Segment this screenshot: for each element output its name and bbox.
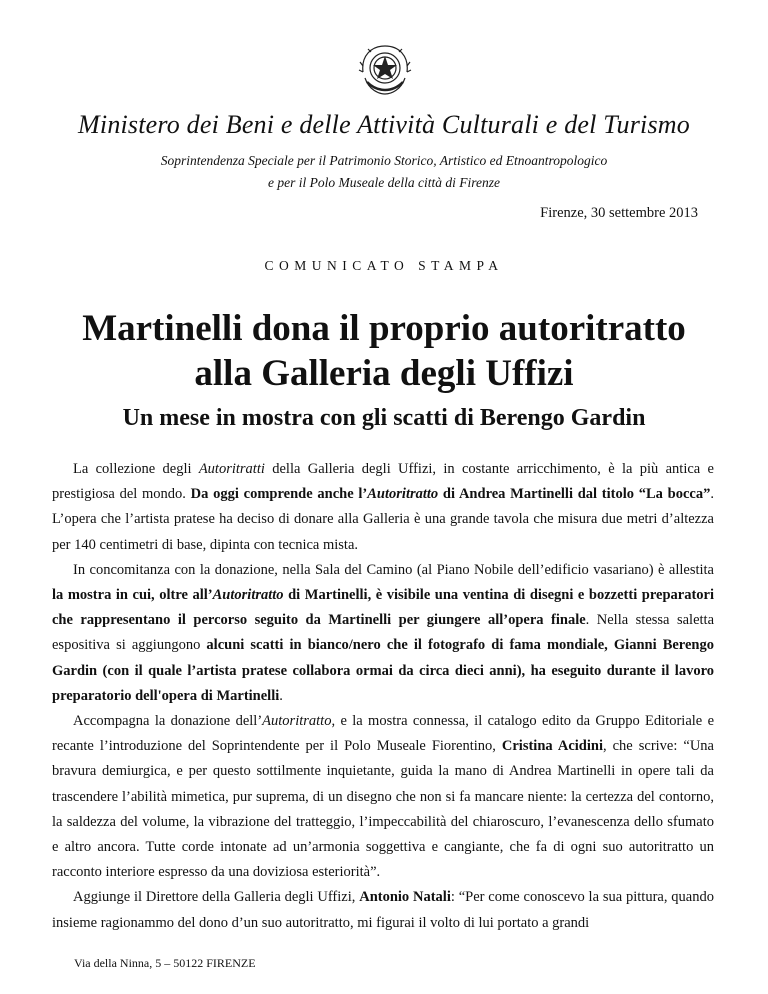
paragraph-4: Aggiunge il Direttore della Galleria degli Uffizi, Antonio Natali: “Per come conoscevo la sua pittura, quando insieme ragionammo del dono d’un suo autoritratto, mi figurai il volto di lui portato a grandi [52, 889, 714, 931]
paragraph-2: In concomitanza con la donazione, nella Sala del Camino (al Piano Nobile dell’edificio vasariano) è allestita la mostra in cui, oltre all’Autoritratto di Martinelli, è visibile una ventina di disegni e bozzetti preparatori che rappresentano il percorso seguito da Martinelli per giungere all’opera finale. Nella stessa saletta espositiva si aggiungono alcuni scatti in bianco/nero che il fotografo di fama mondiale, Gianni Berengo Gardin (con il quale l’artista pratese collabora ormai da circa dieci anni), ha eseguito durante il lavoro preparatorio dell'opera di Martinelli. [52, 561, 715, 704]
headline [0, 306, 768, 396]
paragraph-1: La collezione degli Autoritratti della Galleria degli Uffizi, in costante arricchimento, è la più antica e prestigiosa del mondo. Da oggi comprende anche l’Autoritratto di Andrea Martinelli dal titolo “La bocca”. L’opera che l’artista pratese ha deciso di donare alla Galleria è una grande tavola che misura due metri d’altezza per 140 centimetri di base, dipinta con tecnica mista. [52, 461, 714, 553]
polo-museale-line: e per il Polo Museale della città di Firenze [268, 175, 500, 190]
soprintendenza-line: Soprintendenza Speciale per il Patrimonio Storico, Artistico ed Etnoantropologico [160, 153, 608, 168]
document-label: COMUNICATO STAMPA [264, 258, 504, 273]
article-body [52, 457, 714, 936]
subheadline: Un mese in mostra con gli scatti di Berengo Gardin [122, 405, 646, 431]
paragraph-3: Accompagna la donazione dell’Autoritratto, e la mostra connessa, il catalogo edito da Gruppo Editoriale e recante l’introduzione del Soprintendente per il Polo Museale Fiorentino, Cristina Acidini, che scrive: “Una bravura demiurgica, e per questo sottilmente inquietante, guida la mano di Andrea Martinelli in opere tali da trascendere l’abilità mimetica, pur suprema, di un disegno che non si fa mancare niente: la certezza del contorno, la saldezza del volume, la vibrazione del tratteggio, l’impeccabilità del chiaroscuro, l’evanescenza dello sfumato e altro ancora. Tutte corde intonate ad un’armonia soggettiva e cangiante, che fa di ogni suo autoritratto un racconto interiore espresso da una doviziosa esteriorità”. [52, 713, 715, 881]
headline-line-2: alla Galleria degli Uffizi [194, 353, 574, 394]
headline-line-1: Martinelli dona il proprio autoritratto [82, 308, 686, 349]
footer-address: Via della Ninna, 5 – 50122 FIRENZE [74, 956, 256, 970]
ministry-name: Ministero dei Beni e delle Attività Culturali e del Turismo [78, 110, 690, 139]
release-date: Firenze, 30 settembre 2013 [540, 205, 698, 221]
italian-republic-emblem-icon [357, 38, 413, 100]
